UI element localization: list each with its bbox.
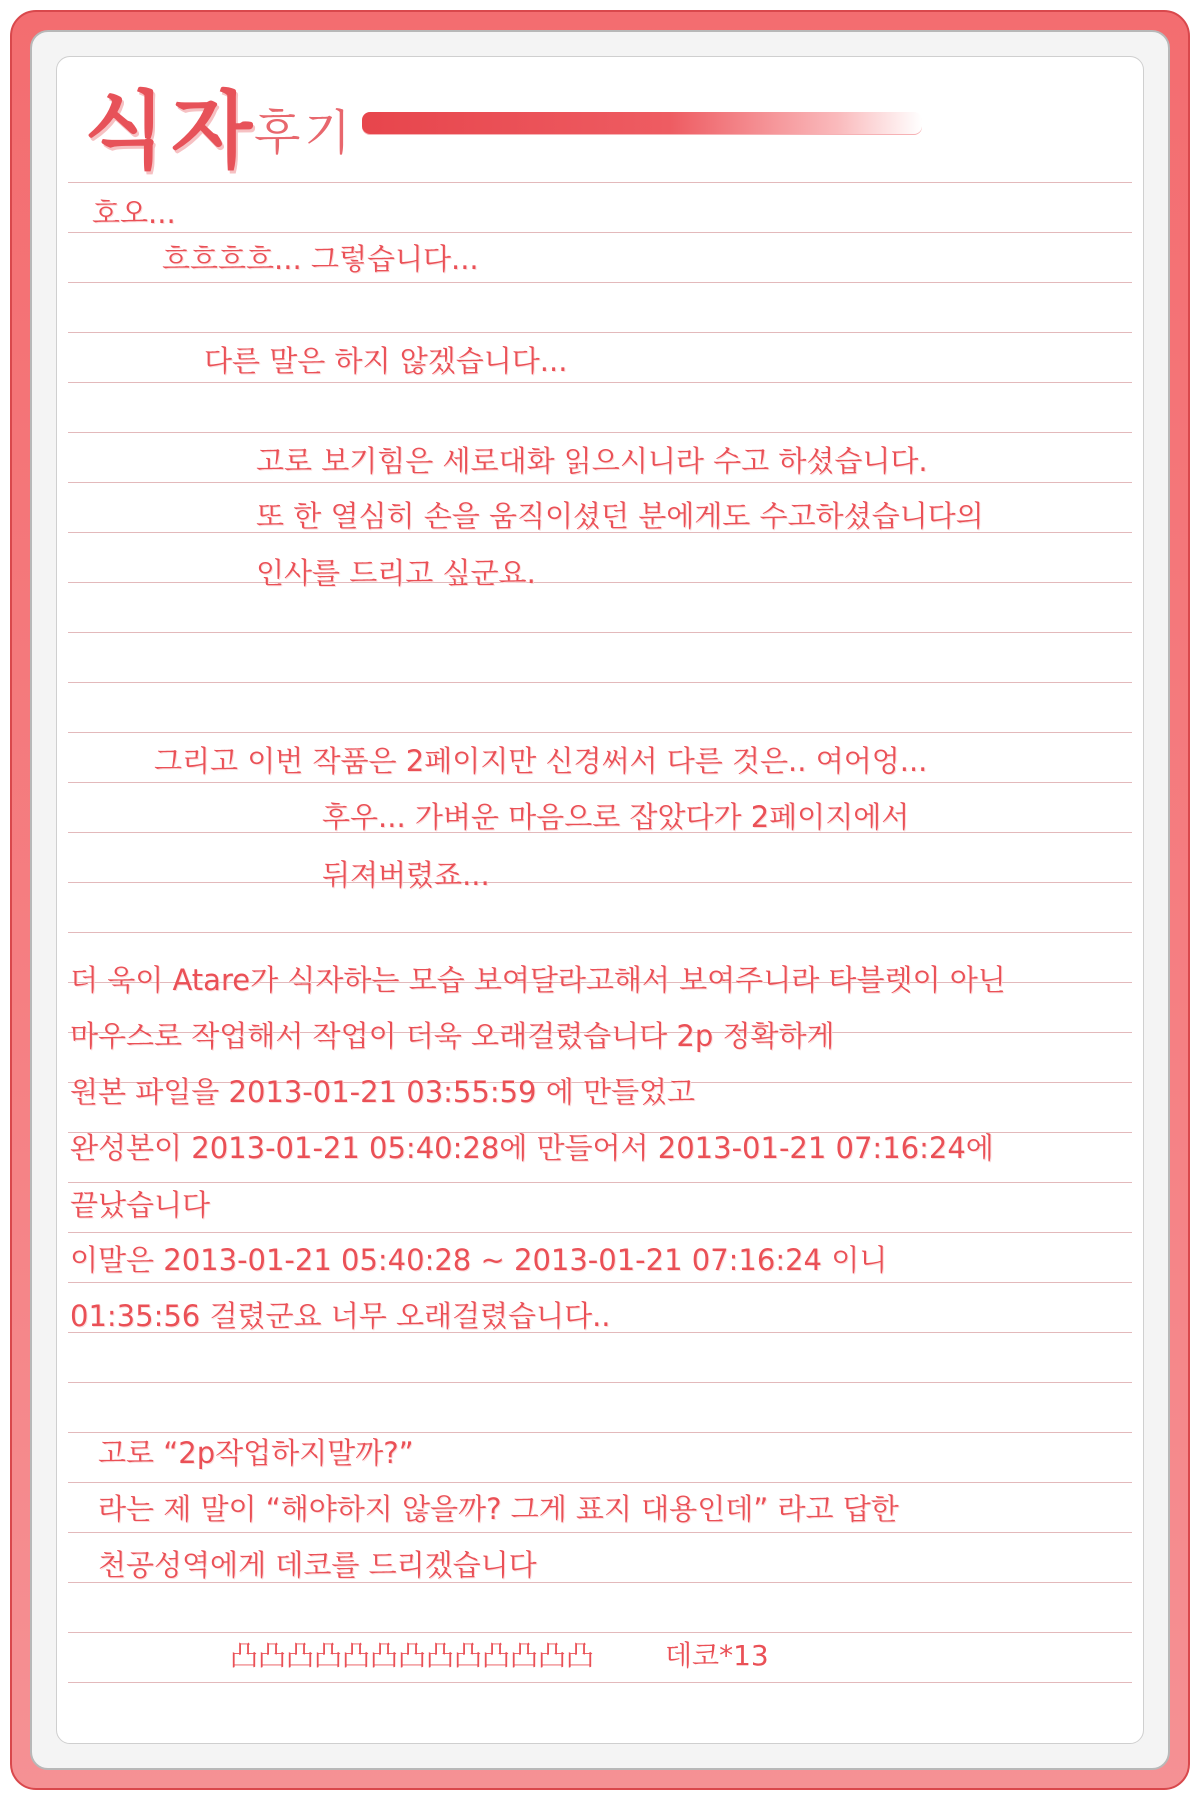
ruled-line [68,182,1132,183]
ruled-line [68,382,1132,383]
text-line: 흐흐흐흐... 그렇습니다... [162,242,479,276]
text-line: 고로 “2p작업하지말까?” [98,1436,414,1470]
header [84,60,884,180]
ruled-line [68,1532,1132,1533]
text-line: 원본 파일을 2013-01-21 03:55:59 에 만들었고 [70,1075,696,1109]
ruled-line [68,932,1132,933]
ruled-line [68,482,1132,483]
ruled-line [68,882,1132,883]
ruled-line [68,1382,1132,1383]
text-line: 그리고 이번 작품은 2페이지만 신경써서 다른 것은.. 여어엉... [154,744,928,778]
ruled-line [68,682,1132,683]
ruled-line [68,732,1132,733]
ruled-line [68,782,1132,783]
text-line: 호오... [92,196,176,230]
page-subtitle: 후기 [254,105,355,161]
text-line: 다른 말은 하지 않겠습니다... [204,344,568,378]
ruled-line [68,1632,1132,1633]
text-line: 마우스로 작업해서 작업이 더욱 오래걸렸습니다 2p 정확하게 [70,1019,835,1053]
ruled-line [68,632,1132,633]
ruled-line [68,582,1132,583]
ruled-line [68,232,1132,233]
text-line: 천공성역에게 데코를 드리겠습니다 [98,1548,537,1582]
text-line: 또 한 열심히 손을 움직이셨던 분에게도 수고하셨습니다의 [256,499,984,533]
text-line: 이말은 2013-01-21 05:40:28 ~ 2013-01-21 07:16:24 이니 [70,1243,888,1277]
deco-count-label: 데코*13 [665,1639,769,1672]
text-line: 라는 제 말이 “해야하지 않을까? 그게 표지 대용인데” 라고 답한 [98,1492,899,1526]
ruled-line [68,1232,1132,1233]
ruled-line [68,1482,1132,1483]
deco-symbols: 凸凸凸凸凸凸凸凸凸凸凸凸凸 [230,1639,595,1672]
text-line: 완성본이 2013-01-21 05:40:28에 만들어서 2013-01-21 07:16:24에 [70,1131,994,1165]
ruled-line [68,332,1132,333]
ruled-line [68,1682,1132,1683]
page-title: 식자 [84,82,259,180]
ruled-line [68,1182,1132,1183]
text-line: 끝났습니다 [70,1188,211,1222]
text-line: 후우... 가벼운 마음으로 잡았다가 2페이지에서 [322,800,910,834]
title-underline-bar [362,112,922,134]
ruled-line [68,282,1132,283]
text-line: 인사를 드리고 싶군요. [256,556,536,590]
text-line: 뒤져버렸죠... [322,858,490,892]
text-line: 고로 보기힘은 세로대화 읽으시니라 수고 하셨습니다. [256,444,928,478]
ruled-line [68,1282,1132,1283]
text-line: 더 욱이 Atare가 식자하는 모습 보여달라고해서 보여주니라 타블렛이 아닌 [70,963,1006,997]
ruled-line [68,432,1132,433]
text-line: 01:35:56 걸렸군요 너무 오래걸렸습니다.. [70,1299,611,1333]
